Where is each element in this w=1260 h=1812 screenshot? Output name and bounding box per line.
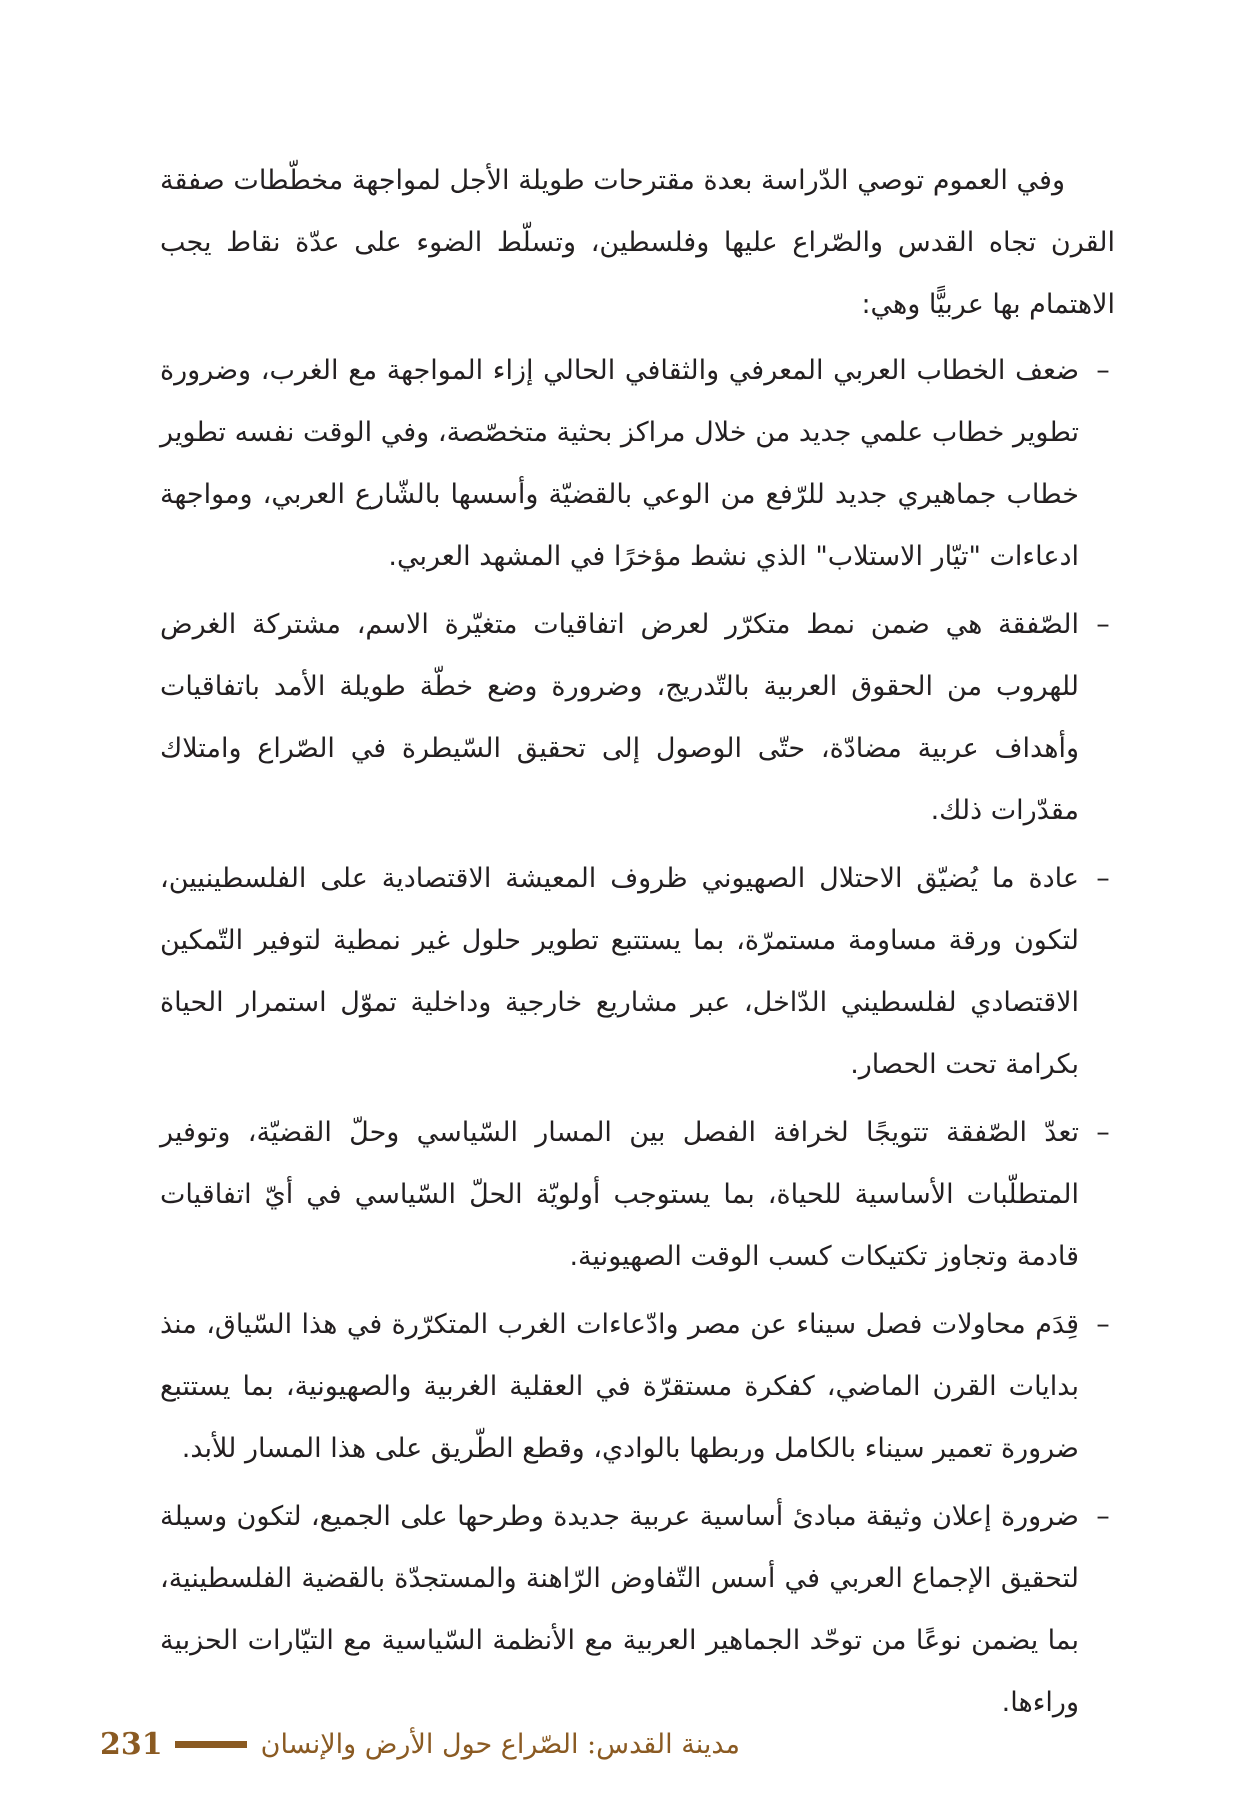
recommendations-list (160, 340, 1115, 1734)
list-item-text: تعدّ الصّفقة تتويجًا لخرافة الفصل بين المسار السّياسي وحلّ القضيّة، وتوفير المتطلّبات الأساسية للحياة، بما يستوجب أولويّة الحلّ السّياسي في أيّ اتفاقيات قادمة وتجاوز تكتيكات كسب الوقت الصهيونية. (160, 1117, 1079, 1272)
list-item-text: قِدَم محاولات فصل سيناء عن مصر وادّعاءات الغرب المتكرّرة في هذا السّياق، منذ بدايات القرن الماضي، كفكرة مستقرّة في العقلية الغربية والصهيونية، بما يستتبع ضرورة تعمير سيناء بالكامل وربطها بالوادي، وقطع الطّريق على هذا المسار للأبد. (160, 1309, 1079, 1464)
list-item-text: ضرورة إعلان وثيقة مبادئ أساسية عربية جديدة وطرحها على الجميع، لتكون وسيلة لتحقيق الإجماع العربي في أسس التّفاوض الرّاهنة والمستجدّة بالقضية الفلسطينية، بما يضمن نوعًا من توحّد الجماهير العربية مع الأنظمة السّياسية مع التيّارات الحزبية وراءها. (160, 1501, 1079, 1718)
dash-marker: – (1096, 1501, 1110, 1532)
list-item (160, 594, 1115, 842)
dash-marker: – (1096, 1117, 1110, 1148)
list-item (160, 848, 1115, 1096)
dash-marker: – (1096, 1309, 1110, 1340)
list-item-text: الصّفقة هي ضمن نمط متكرّر لعرض اتفاقيات متغيّرة الاسم، مشتركة الغرض للهروب من الحقوق العربية بالتّدريج، وضرورة وضع خطّة طويلة الأمد باتفاقيات وأهداف عربية مضادّة، حتّى الوصول إلى تحقيق السّيطرة في الصّراع وامتلاك مقدّرات ذلك. (160, 609, 1079, 826)
list-item-text: عادة ما يُضيّق الاحتلال الصهيوني ظروف المعيشة الاقتصادية على الفلسطينيين، لتكون ورقة مساومة مستمرّة، بما يستتبع تطوير حلول غير نمطية لتوفير التّمكين الاقتصادي لفلسطيني الدّاخل، عبر مشاريع خارجية وداخلية تموّل استمرار الحياة بكرامة تحت الحصار. (160, 863, 1079, 1080)
footer-divider (175, 1741, 247, 1748)
list-item (160, 1102, 1115, 1288)
intro-paragraph: وفي العموم توصي الدّراسة بعدة مقترحات طويلة الأجل لمواجهة مخطّطات صفقة القرن تجاه القدس والصّراع عليها وفلسطين، وتسلّط الضوء على عدّة نقاط يجب الاهتمام بها عربيًّا وهي: (160, 165, 1115, 320)
list-item-text: ضعف الخطاب العربي المعرفي والثقافي الحالي إزاء المواجهة مع الغرب، وضرورة تطوير خطاب علمي جديد من خلال مراكز بحثية متخصّصة، وفي الوقت نفسه تطوير خطاب جماهيري جديد للرّفع من الوعي بالقضيّة وأسسها بالشّارع العربي، ومواجهة ادعاءات "تيّار الاستلاب" الذي نشط مؤخرًا في المشهد العربي. (160, 355, 1079, 572)
body-text (160, 150, 1115, 1740)
list-item (160, 340, 1115, 588)
page-footer (100, 1722, 740, 1766)
dash-marker: – (1096, 355, 1110, 386)
list-item (160, 1294, 1115, 1480)
dash-marker: – (1096, 609, 1110, 640)
running-title: مدينة القدس: الصّراع حول الأرض والإنسان (260, 1728, 740, 1760)
page-number: 231 (100, 1726, 163, 1762)
list-item (160, 1486, 1115, 1734)
dash-marker: – (1096, 863, 1110, 894)
